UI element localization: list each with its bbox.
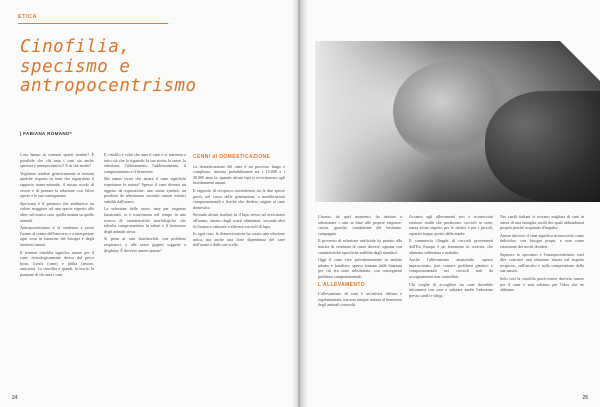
text-column-6 bbox=[500, 214, 584, 295]
paragraph: L'allevamento di cani è un'attività diffusa e regolamentata, ma non sempre attenta al benessere degli animali coinvolti. bbox=[318, 291, 402, 308]
paragraph: L'uomo, da quel momento, ha iniziato a selezionare i cani in base alle proprie esigenze: caccia, guardia, conduzione del bestiame, compagnia. bbox=[318, 214, 402, 236]
paragraph: In ogni caso, la domesticazione ha creato una relazione unica, ma anche una forte dipendenza del cane dall'uomo e dalle sue scelte. bbox=[193, 231, 285, 248]
section-tag: ETICA bbox=[18, 14, 37, 20]
paragraph: Anche l'allevamento amatoriale, spesso improvvisato, può causare problemi genetici e comportamentali nei cuccioli nati da accoppiamenti non controllati. bbox=[409, 257, 493, 279]
page-number-left: 24 bbox=[12, 395, 18, 401]
author-byline: | FABIANA ROMANO* bbox=[20, 131, 72, 136]
article-title bbox=[20, 38, 210, 97]
paragraph: Si pensi ai cani brachicefali, con problemi respiratori, o alle razze giganti soggette a displasia. È davvero amore questo? bbox=[104, 236, 186, 253]
left-page bbox=[0, 0, 298, 407]
subheading: L'ALLEVAMENTO bbox=[318, 281, 366, 288]
page-number-right: 25 bbox=[582, 395, 588, 401]
paragraph: Cosa hanno in comune questi termini? È possibile che chi ama i cani sia anche specista e antropocentrico? E in che modo? bbox=[20, 152, 94, 169]
text-column-2 bbox=[104, 152, 186, 255]
paragraph: La domesticazione del cane è un processo lungo e complesso, iniziato probabilmente tra i 15.000 e i 30.000 anni fa, quando alcuni lupi si avvicinarono agli insediamenti umani. bbox=[193, 163, 285, 186]
paragraph: Ma siamo sicuri che amare il cane significhi rispettarne la natura? Spesso il cane diventa un oggetto da esposizione, uno status symbol, un prodotto da selezionare secondo canoni estetici stabiliti dall'uomo. bbox=[104, 176, 186, 204]
text-column-4 bbox=[318, 214, 402, 310]
paragraph: Nei canili italiani si trovano migliaia di cani in attesa di una famiglia, molti dei quali abbandonati proprio perché acquistati d'impulso. bbox=[500, 214, 584, 231]
paragraph: Accanto agli allevamenti seri e riconosciuti esistono realtà che producono cuccioli in serie, senza alcun rispetto per le fattrici e per i piccoli, separati troppo presto dalla madre. bbox=[409, 214, 493, 236]
paragraph: Amare davvero il cane significa riconoscerlo come individuo, con bisogni propri, e non come estensione dei nostri desideri. bbox=[500, 232, 584, 249]
spine-gutter bbox=[292, 0, 308, 407]
paragraph: La selezione delle razze, nata per esigenze funzionali, si è trasformata nel tempo in una ricerca di caratteristiche morfologiche che talvolta compromettono la salute e il benessere degli animali stessi. bbox=[104, 206, 186, 234]
paragraph: Superare lo specismo e l'antropocentrismo vuol dire costruire una relazione basata sul rispetto reciproco, sull'ascolto e sulla comprensione della sua natura. bbox=[500, 251, 584, 274]
paragraph: Specismo è il pensiero che attribuisce un valore maggiore ad una specie rispetto alle altre; nel nostro caso, quella umana su quelle animali. bbox=[20, 200, 94, 223]
paragraph: Antropocentrismo è la tendenza a porre l'uomo al centro dell'universo e a interpretare ogni cosa in funzione dei bisogni e degli interessi umani. bbox=[20, 225, 94, 247]
paragraph: Il cinofilo è colui che ama il cane e si interessa a tutto ciò che lo riguarda: la sua storia, le razze, la selezione, l'allevamento, l'addestramento, il comportamento e il benessere. bbox=[104, 152, 186, 174]
photo-man-and-dog bbox=[315, 41, 600, 202]
paragraph: Chi sceglie di accogliere un cane dovrebbe informarsi con cura e valutare anche l'adozione presso canili e rifugi. bbox=[409, 281, 493, 298]
text-column-5 bbox=[409, 214, 493, 300]
right-page bbox=[300, 0, 600, 407]
section-rule bbox=[18, 23, 168, 24]
title-line: antropocentrismo bbox=[20, 76, 197, 96]
paragraph: Oggi il cane vive prevalentemente in ambito urbano e familiare, spesso lontano dalle funzioni per cui era stato selezionato, con conseguenti problemi comportamentali. bbox=[318, 257, 402, 279]
paragraph: Il rapporto di reciproca convenienza tra le due specie portò, nel corso delle generazioni, a modificazioni comportamentali e fisiche che diedero origine al cane domestico. bbox=[193, 187, 285, 210]
title-line: specismo e bbox=[20, 56, 131, 77]
paragraph: Il processo di selezione artificiale ha portato alla nascita di centinaia di razze diverse, ognuna con caratteristiche specifiche stabilite dagli standard. bbox=[318, 238, 402, 255]
subheading: CENNI di DOMESTICAZIONE bbox=[193, 154, 271, 160]
text-column-3 bbox=[193, 152, 285, 250]
paragraph: Secondo alcuni studiosi fu il lupo stesso ad avvicinarsi all'uomo, attratto dagli scarti alimentari; secondo altri fu l'uomo a catturare e allevare cuccioli di lupo. bbox=[193, 212, 285, 229]
text-column-1 bbox=[20, 152, 94, 279]
paragraph: Solo così la cinofilia potrà essere davvero amore per il cane e non soltanto per l'idea che ne abbiamo. bbox=[500, 275, 584, 293]
paragraph: Il termine cinofilia significa amore per il cane: etimologicamente deriva dal greco kyon, kynós (cane) e philía (amore, amicizia). La cinofilia è quindi, in teoria, la passione di chi ama i cani. bbox=[20, 249, 94, 277]
paragraph: Il commercio illegale di cuccioli provenienti dall'Est Europa è un fenomeno in crescita, che alimenta sofferenza e malattie. bbox=[409, 238, 493, 255]
photo-dog-shape bbox=[485, 91, 600, 202]
paragraph: Vogliamo rendere genericamente ai termini qualche risposta su temi che riguardano il rapporto uomo-animale, il nostro modo di vivere e di pensare la relazione con l'altro specie e le sue conseguenze. bbox=[20, 170, 94, 199]
title-line: Cinofilia, bbox=[20, 37, 131, 57]
page-fold-corner bbox=[560, 41, 600, 81]
